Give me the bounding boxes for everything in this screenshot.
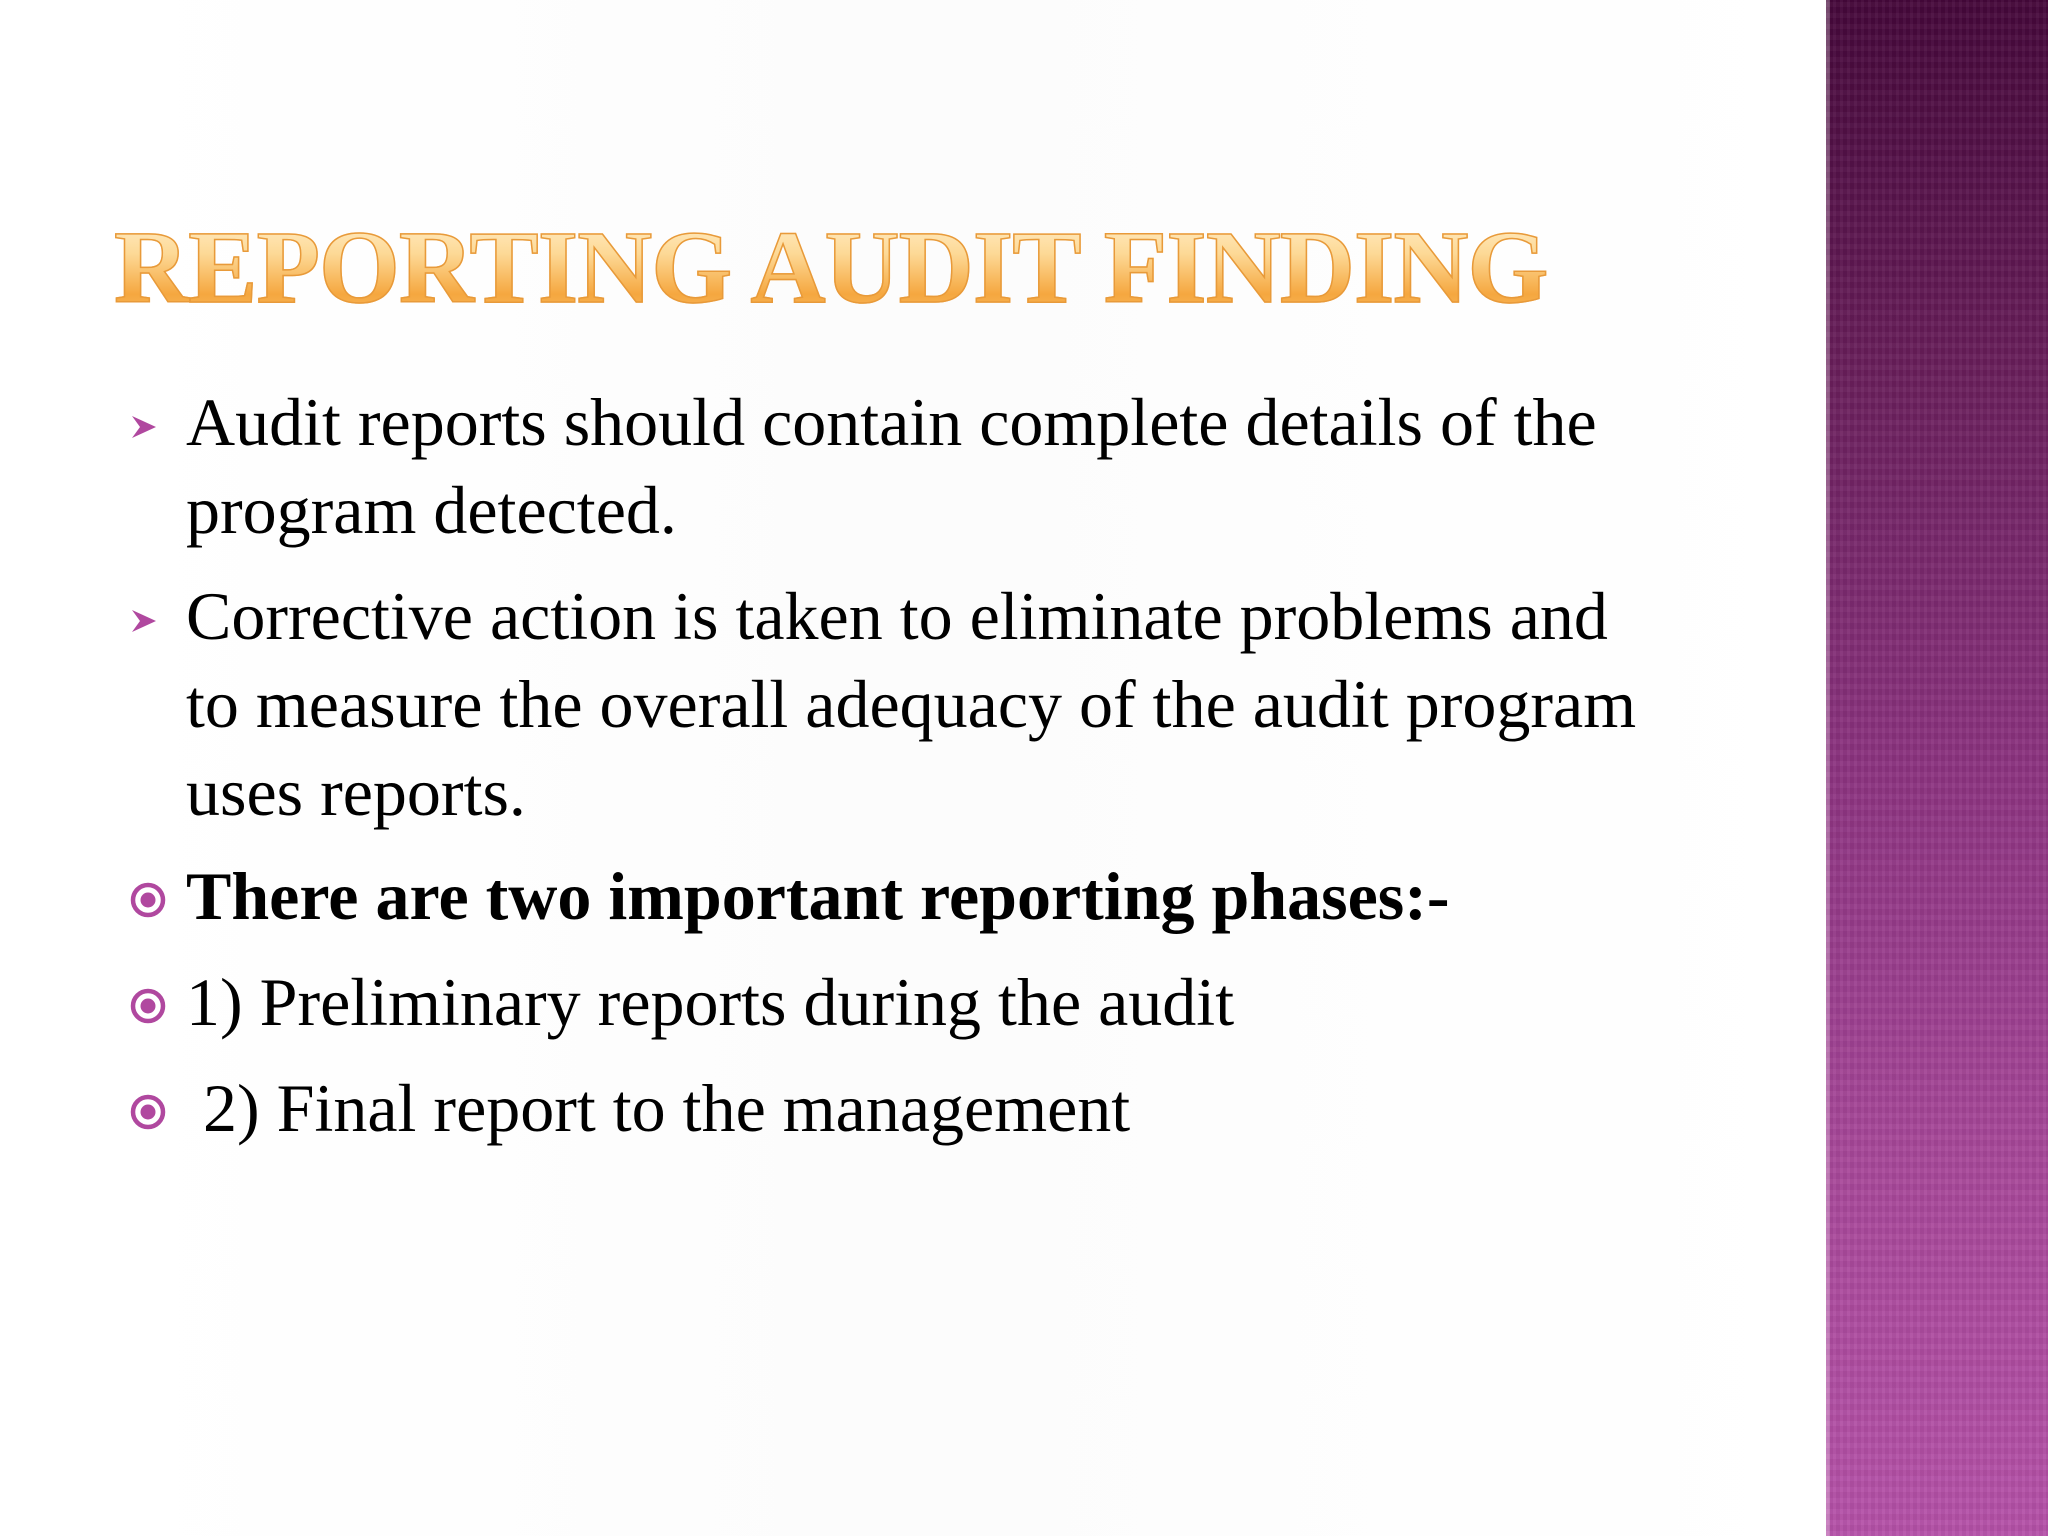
circle-dot-bullet-icon	[128, 986, 168, 1026]
bullet-text: 1) Preliminary reports during the audit	[186, 964, 1235, 1040]
circle-dot-bullet-icon	[128, 880, 168, 920]
bullet-text: Corrective action is taken to eliminate problems and to measure the overall adequacy of the audit program uses reports.	[186, 578, 1637, 830]
bullet-text: Audit reports should contain complete details of the program detected.	[186, 384, 1597, 548]
slide-title: REPORTING AUDIT FINDING	[114, 208, 1547, 328]
arrowhead-bullet-icon	[130, 608, 158, 634]
bullet-text: 2) Final report to the management	[186, 1070, 1131, 1146]
arrowhead-bullet-icon	[130, 414, 158, 440]
decorative-side-band	[1826, 0, 2048, 1536]
bullet-text: There are two important reporting phases:-	[186, 858, 1450, 934]
circle-dot-bullet-icon	[128, 1092, 168, 1132]
